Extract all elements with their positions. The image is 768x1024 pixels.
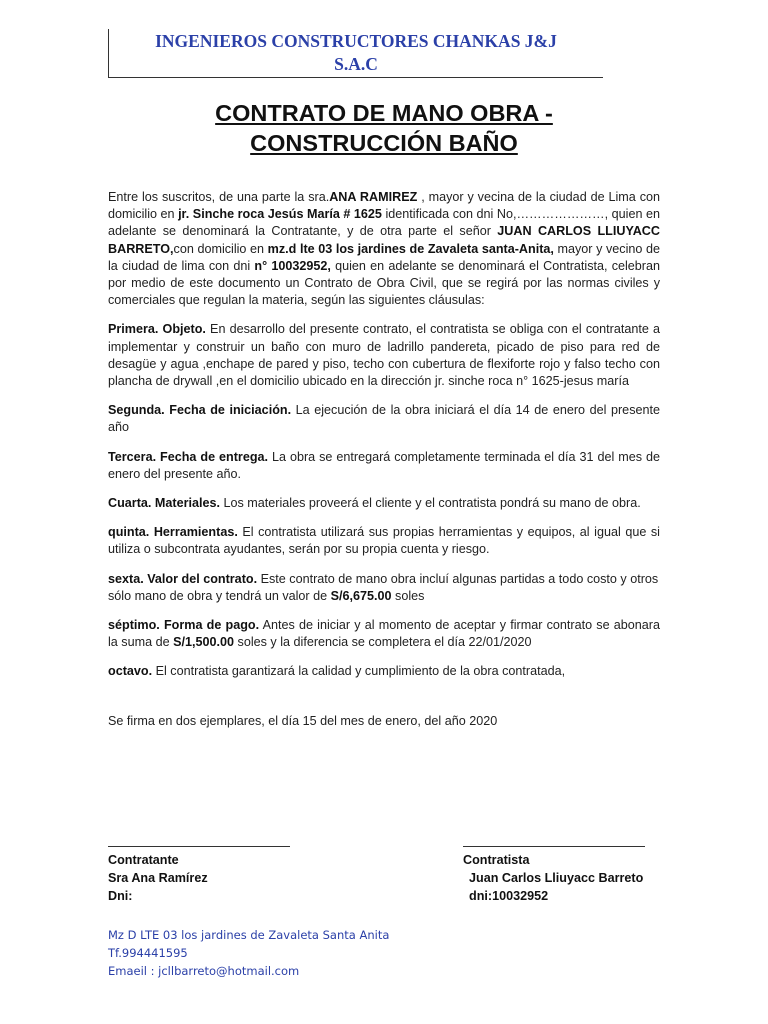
clause-text: Los materiales proveerá el cliente y el contratista pondrá su mano de obra. [220,496,641,511]
clause-text: Antes de iniciar y al momento de aceptar y firmar contrato se abonara la suma de [108,618,661,650]
contratista-address: mz.d lte 03 los jardines de Zavaleta santa-Anita, [267,241,554,256]
signature-role: Contratista [463,853,530,867]
company-name-line1: INGENIEROS CONSTRUCTORES CHANKAS J&J [155,31,557,51]
clause-text: soles [391,588,425,603]
contratante-address: jr. Sinche roca Jesús María # 1625 [178,207,382,222]
intro-text: , mayor y vecina de la ciudad de Lima con domicilio en [108,190,660,222]
contratista-name: JUAN CARLOS LLIUYACC BARRETO, [108,224,660,256]
intro-text: con domicilio en [173,241,268,256]
clause-heading: Segunda. Fecha de iniciación. [108,403,292,418]
contratante-name: ANA RAMIREZ [329,190,418,204]
signature-line-contratante [108,846,290,847]
signature-dni: dni:10032952 [469,889,549,903]
document-title [108,98,660,158]
contract-body [108,189,660,742]
document-title-line2: CONSTRUCCIÓN BAÑO [250,130,518,156]
clause-heading: Primera. Objeto. [108,322,206,337]
header-horizontal-rule [108,77,603,78]
contratista-dni: n° 10032952, [254,258,331,273]
clause-text: El contratista utilizará sus propias herramientas y equipos, al igual que si utiliza o subcontrata ayudantes, serán por su propia cuenta y riesgo. [108,525,660,557]
footer-phone: Tf.994441595 [108,946,188,960]
header-vertical-rule [108,29,109,77]
intro-paragraph [108,189,660,309]
intro-text: quien en adelante se denominará el Contratista, celebran por medio de este documento un Contrato de Obra Civil, que se regirá por las normas civiles y comerciales que regulan la materia, según las siguientes cláusulas: [108,258,661,308]
intro-text: identificada con dni No,…………………, quien en adelante se denominará la Contratante, y de otra parte el señor [108,207,660,239]
clause-heading: octavo. [108,664,153,679]
clause-paragraph [108,449,660,483]
clause-heading: Tercera. Fecha de entrega. [108,449,269,464]
signature-name: Sra Ana Ramírez [108,871,208,885]
signature-block-contratista [463,851,643,905]
footer-email: Emaeil : jcllbarreto@hotmail.com [108,964,300,978]
signature-role: Contratante [108,853,179,867]
clause-heading: sexta. Valor del contrato. [108,571,258,586]
clause-paragraph [108,524,660,558]
clause-heading: quinta. Herramientas. [108,525,238,540]
clause-text: La obra se entregará completamente terminada el día 31 del mes de enero del presente año. [108,449,660,481]
clause-paragraph [108,321,660,390]
intro-text: Entre los suscritos, de una parte la sra. [108,190,330,204]
footer-contact [108,926,389,980]
signature-line-contratista [463,846,645,847]
closing-statement: Se firma en dos ejemplares, el día 15 del mes de enero, del año 2020 [108,713,498,728]
signature-dni: Dni: [108,889,133,903]
clause-text: soles y la diferencia se completera el día 22/01/2020 [234,635,532,650]
signature-block-contratante [108,851,208,905]
signature-name: Juan Carlos Lliuyacc Barreto [469,871,644,885]
footer-address: Mz D LTE 03 los jardines de Zavaleta Santa Anita [108,928,390,942]
clause-paragraph [108,663,660,680]
intro-text: mayor y vecino de la ciudad de lima con dni [108,241,660,273]
clause-paragraph [108,402,660,436]
clause-text: Este contrato de mano obra incluí algunas partidas a todo costo y otros sólo mano de obra y tendrá un valor de [108,571,659,603]
clause-heading: séptimo. Forma de pago. [108,618,260,633]
clause-paragraph [108,571,660,605]
clause-paragraph [108,617,660,651]
clause-paragraph [108,495,660,512]
company-name-line2: S.A.C [334,54,378,74]
clause-heading: Cuarta. Materiales. [108,496,220,511]
company-name [110,30,602,76]
advance-amount: S/1,500.00 [173,635,235,650]
document-title-line1: CONTRATO DE MANO OBRA - [215,100,553,126]
clause-text: La ejecución de la obra iniciará el día 14 de enero del presente año [108,403,660,435]
clause-text: El contratista garantizará la calidad y cumplimiento de la obra contratada, [152,664,566,679]
contract-amount: S/6,675.00 [330,588,392,603]
clause-text: En desarrollo del presente contrato, el contratista se obliga con el contratante a implementar y construir un baño con muro de ladrillo pandereta, picado de piso para red de desagüe y agua ,enchape de pared y piso, techo con cubertura de flexiforte rojo y falso techo con plancha de drywall ,en el domicilio ubicado en la dirección jr. sinche roca n° 1625-jesus maría [108,322,660,389]
